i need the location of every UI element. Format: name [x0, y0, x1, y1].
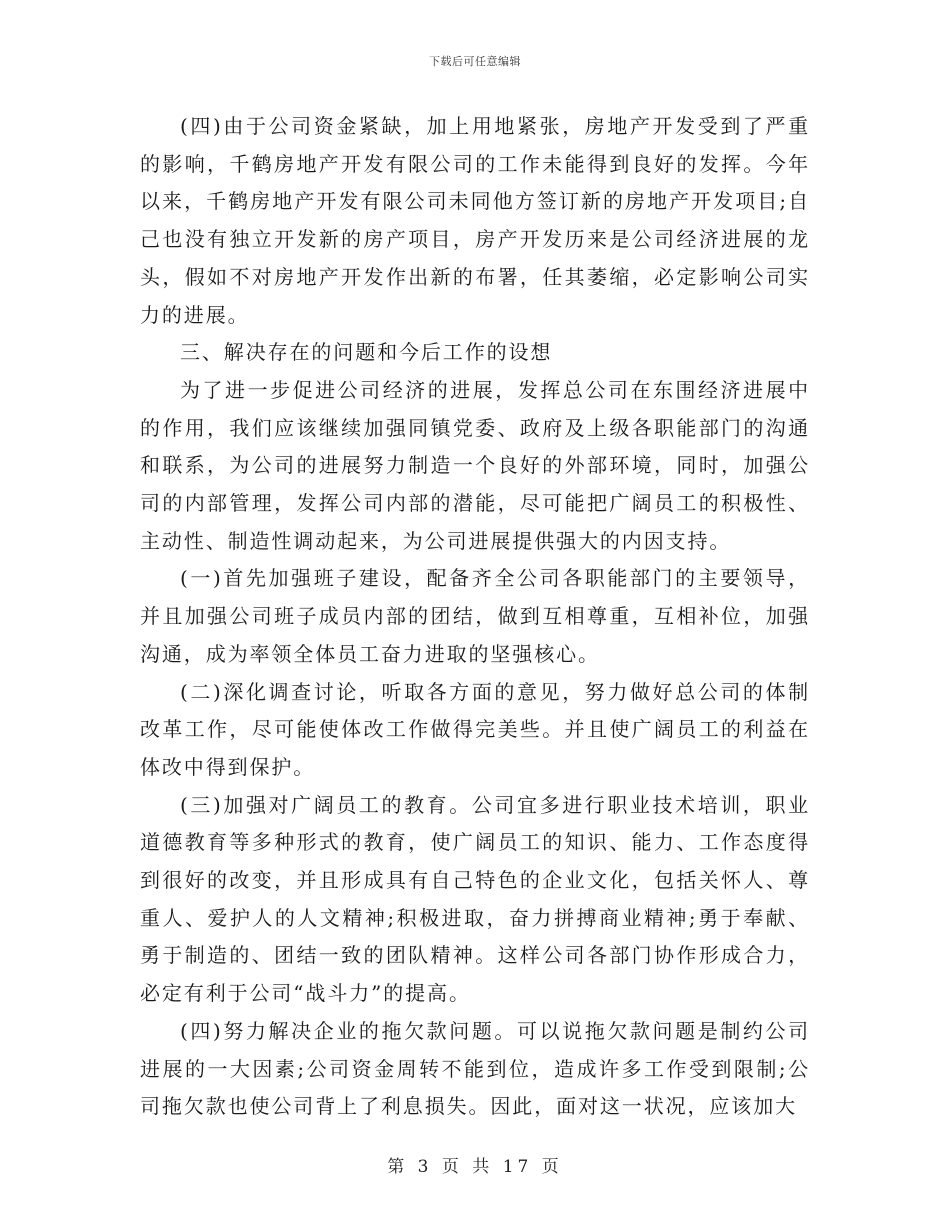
- paragraph-4: (二)深化调查讨论，听取各方面的意见，努力做好总公司的体制改革工作，尽可能使体改工作做得完美些。并且使广阔员工的利益在体改中得到保护。: [140, 679, 810, 779]
- paragraph-6: (四)努力解决企业的拖欠款问题。可以说拖欠款问题是制约公司进展的一大因素;公司资金周转不能到位，造成许多工作受到限制;公司拖欠款也使公司背上了利息损失。因此，面对这一状况，应该加大: [140, 1018, 810, 1119]
- section-heading: 三、解决存在的问题和今后工作的设想: [180, 340, 553, 365]
- paragraph-1: (四)由于公司资金紧缺，加上用地紧张，房地产开发受到了严重的影响，千鹤房地产开发有限公司的工作未能得到良好的发挥。今年以来，千鹤房地产开发有限公司未同他方签订新的房地产开发项目;自己也没有独立开发新的房产项目，房产开发历来是公司经济进展的龙头，假如不对房地产开发作出新的布署，任其萎缩，必定影响公司实力的进展。: [140, 114, 810, 327]
- page-number: 第 3 页 共 17 页: [387, 1157, 563, 1177]
- document-body: [140, 108, 810, 1126]
- paragraph-3: (一)首先加强班子建设，配备齐全公司各职能部门的主要领导，并且加强公司班子成员内部的团结，做到互相尊重，互相补位，加强沟通，成为率领全体员工奋力进取的坚强核心。: [140, 566, 810, 666]
- page-header: 下载后可任意编辑: [429, 55, 521, 68]
- paragraph-5: (三)加强对广阔员工的教育。公司宜多进行职业技术培训，职业道德教育等多种形式的教育，使广阔员工的知识、能力、工作态度得到很好的改变，并且形成具有自己特色的企业文化，包括关怀人、尊重人、爱护人的人文精神;积极进取，奋力拼搏商业精神;勇于奉献、勇于制造的、团结一致的团队精神。这样公司各部门协作形成合力，必定有利于公司“战斗力”的提高。: [140, 792, 810, 1006]
- paragraph-2: 为了进一步促进公司经济的进展，发挥总公司在东围经济进展中的作用，我们应该继续加强同镇党委、政府及上级各职能部门的沟通和联系，为公司的进展努力制造一个良好的外部环境，同时，加强公司的内部管理，发挥公司内部的潜能，尽可能把广阔员工的积极性、主动性、制造性调动起来，为公司进展提供强大的内因支持。: [140, 377, 810, 553]
